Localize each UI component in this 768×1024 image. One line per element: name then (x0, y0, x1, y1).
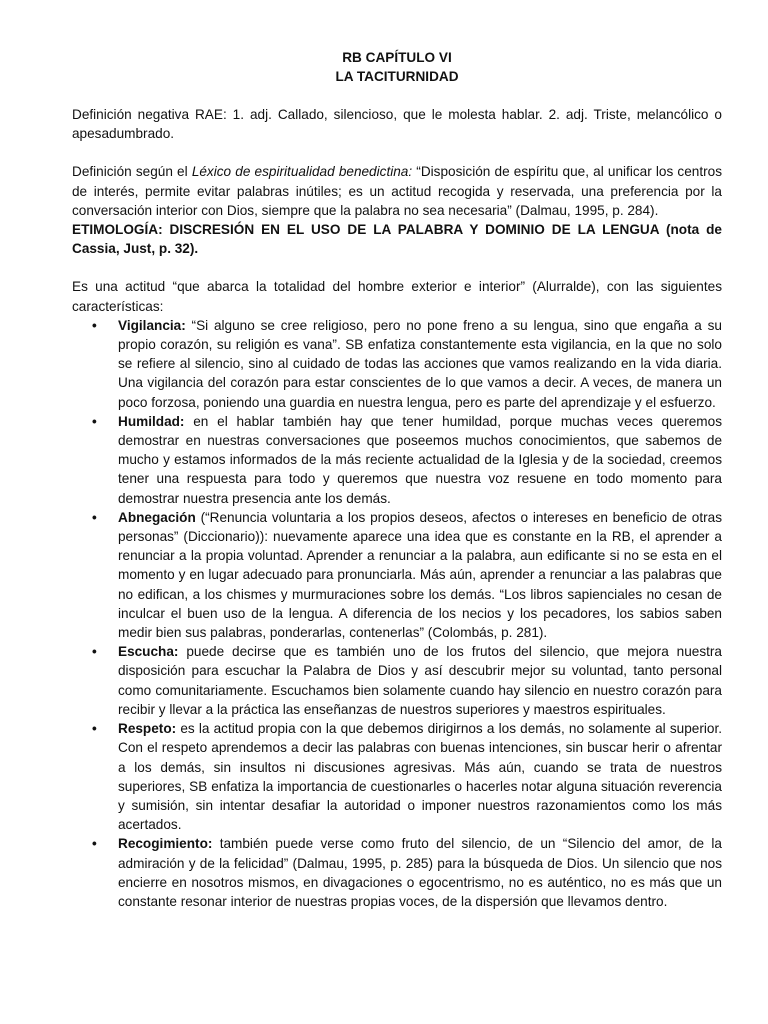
trait-text: (“Renuncia voluntaria a los propios deseos, afectos o intereses en beneficio de otras personas” (Diccionario)): nuevamente aparece una idea que es constante en la RB, el aprender a renunciar a la propia voluntad. Aprender a renunciar a la palabra, aun edificante si no se esta en el momento y en lugar adecuado para pronunciarla. Más aún, aprender a renunciar a las palabras que no edifican, a los chismes y murmuraciones sobre los demás. “Los libros sapienciales no cesan de inculcar el buen uso de la lengua. A diferencia de los necios y los pecadores, los sabios saben medir bien sus palabras, ponderarlas, contenerlas” (Colombás, p. 281). (118, 509, 722, 641)
trait-term: Recogimiento: (118, 836, 213, 852)
bullet-icon: • (92, 509, 97, 525)
lexico-text: “Disposición de espíritu que, al unificar los centros de interés, permite evitar palabras inútiles; es un actitud recogida y reservada, una preferencia por la conversación interior con Dios, siempre que la palabra no sea necesaria” (Dalmau, 1995, p. 284). (72, 164, 723, 218)
trait-term: Respeto: (118, 721, 177, 737)
list-item (92, 642, 722, 719)
trait-term: Abnegación (118, 509, 196, 525)
trait-text: “Si alguno se cree religioso, pero no pone freno a su lengua, sino que engaña a su propio corazón, su religión es vana”. SB enfatiza constantemente esta vigilancia, en la que no solo se refiere al silencio, sino al cuidado de todas las acciones que vamos realizando en la vida diaria. Una vigilancia del corazón para estar conscientes de lo que vamos a decir. A veces, de manera un poco forzosa, poniendo una guardia en nuestra lengua, pero es parte del aprendizaje y el esfuerzo. (118, 317, 722, 410)
trait-term: Escucha: (118, 644, 179, 660)
document-page (72, 48, 722, 911)
list-item (92, 719, 722, 834)
lexico-prefix: Definición según el (72, 164, 192, 180)
bullet-icon: • (92, 721, 97, 737)
bullet-icon: • (92, 413, 97, 429)
chapter-heading: RB CAPÍTULO VI (342, 50, 452, 65)
lexico-definition (72, 162, 722, 220)
bullet-icon: • (92, 317, 97, 333)
trait-text: puede decirse que es también uno de los frutos del silencio, que mejora nuestra disposición para escuchar la Palabra de Dios y así descubrir mejor su voluntad, tanto personal como comunitariamente. Escuchamos bien solamente cuando hay silencio en nuestro corazón para recibir y llevar a la práctica las enseñanzas de nuestros superiores y maestros espirituales. (118, 644, 722, 717)
trait-term: Vigilancia: (118, 317, 186, 333)
document-title (72, 48, 722, 86)
list-item (92, 834, 722, 911)
etymology-note: ETIMOLOGÍA: DISCRESIÓN EN EL USO DE LA PALABRA Y DOMINIO DE LA LENGUA (nota de Cassia, Just, p. 32). (72, 222, 722, 257)
bullet-icon: • (92, 644, 97, 660)
rae-definition: Definición negativa RAE: 1. adj. Callado, silencioso, que le molesta hablar. 2. adj. Triste, melancólico o apesadumbrado. (72, 107, 722, 142)
list-item (92, 508, 722, 642)
trait-term: Humildad: (118, 413, 185, 429)
trait-text: es la actitud propia con la que debemos dirigirnos a los demás, no solamente al superior. Con el respeto aprendemos a decir las palabras con buenas intenciones, sin buscar herir o afrentar a los demás, sin insultos ni discusiones agresivas. Más aún, cuando se trata de nuestros superiores, SB enfatiza la importancia de cuestionarles o hacerles notar alguna situación reverencia y sumisión, sin intentar desafiar la autoridad o imponer nuestros razonamientos como los más acertados. (118, 721, 722, 833)
trait-text: también puede verse como fruto del silencio, de un “Silencio del amor, de la admiración y de la felicidad” (Dalmau, 1995, p. 285) para la búsqueda de Dios. Un silencio que nos encierre en nosotros mismos, en divagaciones o egocentrismo, no es auténtico, no es más que un constante resonar interior de nuestras propias voces, de la dispersión que llevamos dentro. (118, 836, 722, 909)
intro-paragraph: Es una actitud “que abarca la totalidad del hombre exterior e interior” (Alurralde), con las siguientes características: (72, 279, 722, 314)
list-item (92, 316, 722, 412)
trait-text: en el hablar también hay que tener humildad, porque muchas veces queremos demostrar en nuestras conversaciones que poseemos muchos conocimientos, que sabemos de mucho y estamos informados de la más reciente actualidad de la Iglesia y de la sociedad, creemos tener una respuesta para todo y queremos que nuestra voz resuene en todo momento para demostrar nuestra presencia ante los demás. (118, 413, 722, 506)
list-item (92, 412, 722, 508)
bullet-icon: • (92, 836, 97, 852)
traits-list (72, 316, 722, 911)
chapter-subheading: LA TACITURNIDAD (335, 69, 459, 84)
lexico-source: Léxico de espiritualidad benedictina: (191, 164, 413, 180)
